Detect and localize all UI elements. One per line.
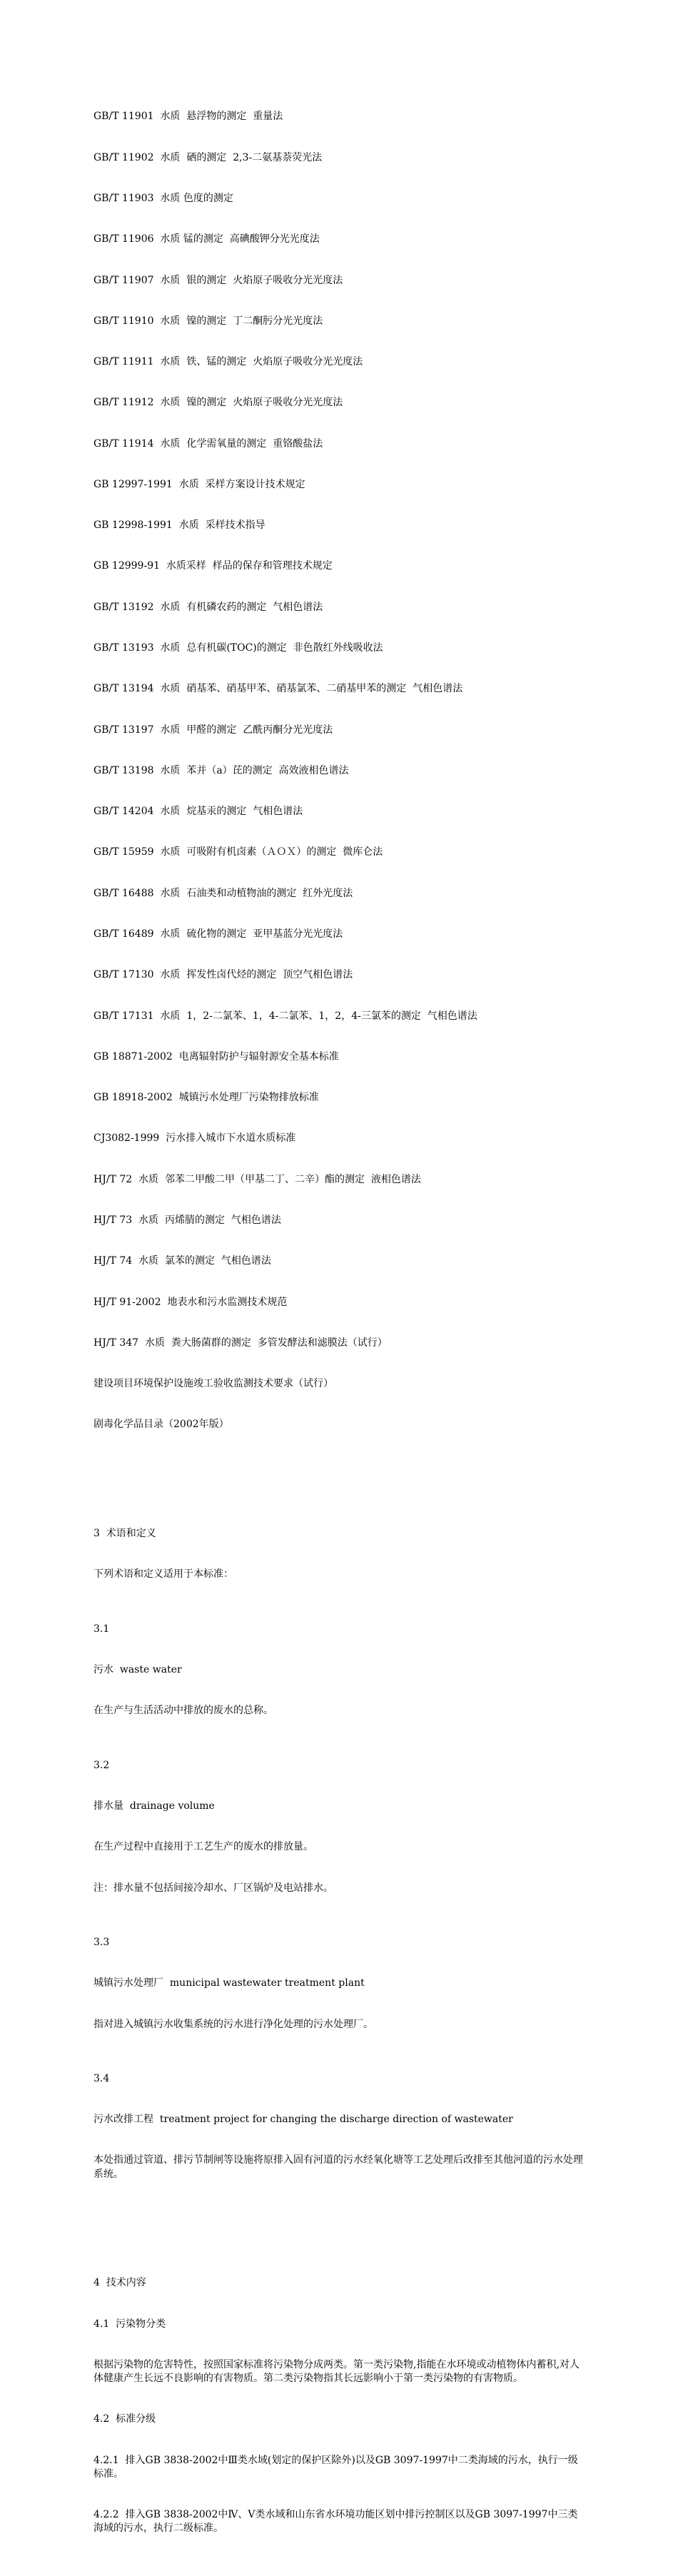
term-number: 3.1 [93,1623,110,1635]
reference-item: GB/T 11914 水质 化学需氧量的测定 重铬酸盐法 [93,437,323,450]
subsection-heading: 4.1 污染物分类 [93,2318,166,2330]
reference-item: GB/T 11903 水质 色度的测定 [93,192,233,204]
reference-item: GB/T 14204 水质 烷基汞的测定 气相色谱法 [93,806,303,818]
reference-item: GB/T 11910 水质 镍的测定 丁二酮肟分光光度法 [93,315,323,327]
term-definition: 指对进入城镇污水收集系统的污水进行净化处理的污水处理厂。 [93,2018,373,2030]
term-number: 3.2 [93,1759,110,1771]
reference-item: GB/T 13192 水质 有机磷农药的测定 气相色谱法 [93,601,323,613]
reference-item: GB 18871-2002 电离辐射防护与辐射源安全基本标准 [93,1050,339,1063]
term-number: 3.3 [93,1936,110,1948]
paragraph: 根据污染物的危害特性，按照国家标准将污染物分成两类。第一类污染物,指能在水环境或动植物体内蓄积,对人体健康产生长远不良影响的有害物质。第二类污染物指其长远影响小于第一类污染物的有害物质。 [93,2358,580,2384]
reference-item: GB/T 13194 水质 硝基苯、硝基甲苯、硝基氯苯、二硝基甲苯的测定 气相色谱法 [93,683,463,695]
reference-item: GB/T 15959 水质 可吸附有机卤素（ＡＯＸ）的测定 微库仑法 [93,846,383,858]
reference-item: GB/T 11912 水质 镍的测定 火焰原子吸收分光光度法 [93,397,343,409]
reference-item: HJ/T 72 水质 邻苯二甲酸二甲（甲基二丁、二辛）酯的测定 液相色谱法 [93,1173,421,1185]
term-definition: 在生产过程中直接用于工艺生产的废水的排放量。 [93,1841,313,1853]
subsection-heading: 4.2 标准分级 [93,2413,156,2425]
reference-item: GB/T 11901 水质 悬浮物的测定 重量法 [93,111,283,123]
section-heading: 4 技术内容 [93,2277,146,2289]
reference-item: GB/T 13193 水质 总有机碳(TOC)的测定 非色散红外线吸收法 [93,642,383,654]
reference-item: HJ/T 73 水质 丙烯腈的测定 气相色谱法 [93,1214,281,1226]
reference-item: GB 12998-1991 水质 采样技术指导 [93,519,265,532]
reference-item: GB/T 13197 水质 甲醛的测定 乙酰丙酮分光光度法 [93,724,333,736]
reference-item: GB/T 13198 水质 苯并（a）芘的测定 高效液相色谱法 [93,764,349,776]
reference-item: GB 18918-2002 城镇污水处理厂污染物排放标准 [93,1092,319,1104]
clause-item: 4.2.1 排入GB 3838-2002中Ⅲ类水域(划定的保护区除外)以及GB 3097-1997中二类海域的污水，执行一级标准。 [93,2454,578,2480]
reference-item: 剧毒化学品目录（2002年版） [93,1419,229,1431]
section-heading: 3 术语和定义 [93,1528,156,1540]
clause-item: 4.2.2 排入GB 3838-2002中Ⅳ、Ⅴ类水域和山东省水环境功能区划中排污控制区以及GB 3097-1997中三类海域的污水，执行二级标准。 [93,2508,578,2534]
reference-item: HJ/T 347 水质 粪大肠菌群的测定 多管发酵法和滤膜法（试行） [93,1337,388,1349]
reference-item: GB/T 11907 水质 银的测定 火焰原子吸收分光光度法 [93,274,343,286]
reference-item: GB 12999-91 水质采样 样品的保存和管理技术规定 [93,560,333,572]
term-title: 污水改排工程 treatment project for changing the discharge direction of wastewater [93,2114,513,2126]
reference-item: 建设项目环境保护设施竣工验收监测技术要求（试行） [93,1378,333,1390]
document-body [93,56,586,2576]
term-title: 排水量 drainage volume [93,1800,215,1812]
reference-item: GB/T 11906 水质 锰的测定 高碘酸钾分光光度法 [93,233,320,245]
reference-item: GB/T 17131 水质 1，2-二氯苯、1，4-二氯苯、1，2，4-三氯苯的测定 气相色谱法 [93,1010,477,1022]
reference-item: GB/T 11911 水质 铁、锰的测定 火焰原子吸收分光光度法 [93,356,363,368]
section-intro: 下列术语和定义适用于本标准： [93,1568,233,1581]
term-number: 3.4 [93,2072,110,2084]
reference-item: HJ/T 74 水质 氯苯的测定 气相色谱法 [93,1255,271,1267]
reference-item: HJ/T 91-2002 地表水和污水监测技术规范 [93,1296,288,1308]
term-definition: 在生产与生活活动中排放的废水的总称。 [93,1705,273,1717]
reference-item: CJ3082-1999 污水排入城市下水道水质标准 [93,1132,296,1145]
term-title: 污水 waste water [93,1664,182,1676]
reference-item: GB/T 11902 水质 硒的测定 2,3-二氨基萘荧光法 [93,151,323,163]
reference-item: GB/T 16489 水质 硫化物的测定 亚甲基蓝分光光度法 [93,928,343,940]
term-note: 注：排水量不包括间接冷却水、厂区锅炉及电站排水。 [93,1882,333,1894]
normative-references-list [93,83,586,1459]
reference-item: GB 12997-1991 水质 采样方案设计技术规定 [93,478,305,490]
section-terms-definitions [93,1500,586,2209]
term-definition: 本处指通过管道、排污节制闸等设施将原排入固有河道的污水经氧化塘等工艺处理后改排至其他河道的污水处理系统。 [93,2154,583,2180]
reference-item: GB/T 16488 水质 石油类和动植物油的测定 红外光度法 [93,887,353,899]
section-technical-content [93,2249,586,2562]
reference-item: GB/T 17130 水质 挥发性卤代烃的测定 顶空气相色谱法 [93,969,353,981]
term-title: 城镇污水处理厂 municipal wastewater treatment plant [93,1977,365,1989]
